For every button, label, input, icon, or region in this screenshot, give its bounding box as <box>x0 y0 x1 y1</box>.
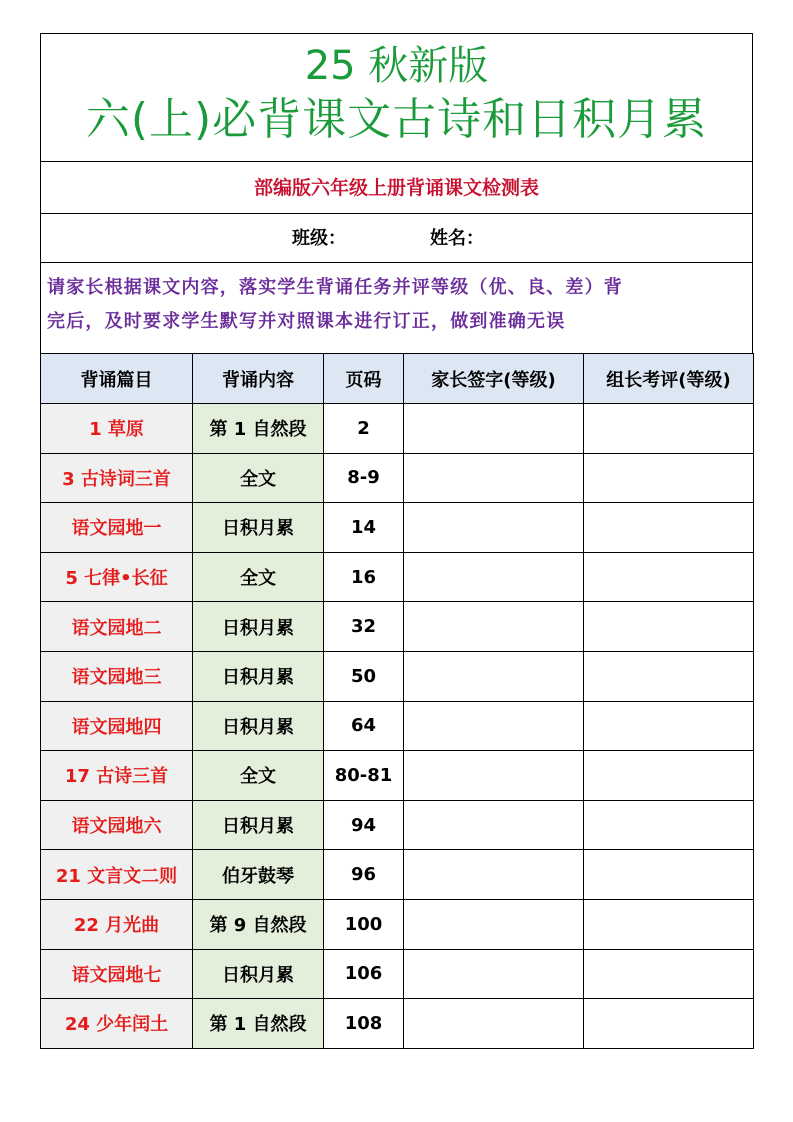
class-name-row <box>40 213 753 262</box>
cell-content: 全文 <box>193 453 324 503</box>
cell-page: 100 <box>324 899 404 949</box>
cell-content: 第 1 自然段 <box>193 404 324 454</box>
cell-parent-sign[interactable] <box>404 999 584 1049</box>
cell-content: 伯牙鼓琴 <box>193 850 324 900</box>
table-row <box>41 701 754 751</box>
cell-content: 第 1 自然段 <box>193 999 324 1049</box>
cell-leader-eval[interactable] <box>584 949 754 999</box>
table-row <box>41 404 754 454</box>
table-row <box>41 651 754 701</box>
cell-leader-eval[interactable] <box>584 503 754 553</box>
cell-page: 96 <box>324 850 404 900</box>
title-line-2: 六(上)必背课文古诗和日积月累 <box>85 94 708 145</box>
title-block <box>40 33 753 161</box>
cell-leader-eval[interactable] <box>584 899 754 949</box>
cell-page: 8-9 <box>324 453 404 503</box>
name-label: 姓名： <box>430 228 484 249</box>
cell-item: 语文园地七 <box>41 949 193 999</box>
cell-content: 全文 <box>193 552 324 602</box>
table-row <box>41 800 754 850</box>
cell-item: 语文园地三 <box>41 651 193 701</box>
cell-item: 语文园地一 <box>41 503 193 553</box>
cell-item: 5 七律•长征 <box>41 552 193 602</box>
cell-page: 64 <box>324 701 404 751</box>
table-row <box>41 899 754 949</box>
cell-item: 1 草原 <box>41 404 193 454</box>
header-parent-sign: 家长签字(等级) <box>404 354 584 404</box>
cell-item: 17 古诗三首 <box>41 751 193 801</box>
cell-page: 32 <box>324 602 404 652</box>
table-row <box>41 999 754 1049</box>
cell-parent-sign[interactable] <box>404 949 584 999</box>
title-line-1: 25 秋新版 <box>304 43 489 89</box>
table-header-row <box>41 354 754 404</box>
table-body <box>41 404 754 1049</box>
cell-page: 14 <box>324 503 404 553</box>
cell-parent-sign[interactable] <box>404 850 584 900</box>
table-row <box>41 503 754 553</box>
table-row <box>41 949 754 999</box>
cell-parent-sign[interactable] <box>404 751 584 801</box>
cell-content: 日积月累 <box>193 800 324 850</box>
cell-content: 日积月累 <box>193 701 324 751</box>
header-page: 页码 <box>324 354 404 404</box>
cell-leader-eval[interactable] <box>584 850 754 900</box>
header-content: 背诵内容 <box>193 354 324 404</box>
worksheet <box>40 33 753 1049</box>
cell-parent-sign[interactable] <box>404 453 584 503</box>
table-row <box>41 850 754 900</box>
cell-parent-sign[interactable] <box>404 701 584 751</box>
cell-content: 日积月累 <box>193 949 324 999</box>
cell-leader-eval[interactable] <box>584 453 754 503</box>
instructions <box>40 262 753 353</box>
instructions-line-2: 完后，及时要求学生默写并对照课本进行订正，做到准确无误 <box>47 311 566 332</box>
cell-leader-eval[interactable] <box>584 651 754 701</box>
cell-parent-sign[interactable] <box>404 800 584 850</box>
cell-leader-eval[interactable] <box>584 602 754 652</box>
cell-item: 语文园地二 <box>41 602 193 652</box>
cell-item: 语文园地六 <box>41 800 193 850</box>
cell-parent-sign[interactable] <box>404 602 584 652</box>
table-row <box>41 453 754 503</box>
cell-page: 94 <box>324 800 404 850</box>
cell-leader-eval[interactable] <box>584 404 754 454</box>
cell-leader-eval[interactable] <box>584 999 754 1049</box>
cell-content: 日积月累 <box>193 651 324 701</box>
cell-parent-sign[interactable] <box>404 404 584 454</box>
table-row <box>41 602 754 652</box>
table-row <box>41 751 754 801</box>
cell-page: 50 <box>324 651 404 701</box>
cell-parent-sign[interactable] <box>404 651 584 701</box>
recitation-table <box>40 353 754 1049</box>
cell-content: 全文 <box>193 751 324 801</box>
cell-page: 108 <box>324 999 404 1049</box>
class-label: 班级： <box>292 228 346 249</box>
cell-page: 2 <box>324 404 404 454</box>
table-row <box>41 552 754 602</box>
cell-leader-eval[interactable] <box>584 701 754 751</box>
cell-page: 16 <box>324 552 404 602</box>
cell-content: 日积月累 <box>193 503 324 553</box>
cell-item: 22 月光曲 <box>41 899 193 949</box>
header-leader-eval: 组长考评(等级) <box>584 354 754 404</box>
cell-leader-eval[interactable] <box>584 800 754 850</box>
cell-page: 106 <box>324 949 404 999</box>
cell-item: 21 文言文二则 <box>41 850 193 900</box>
cell-parent-sign[interactable] <box>404 899 584 949</box>
subtitle: 部编版六年级上册背诵课文检测表 <box>40 161 753 213</box>
cell-content: 第 9 自然段 <box>193 899 324 949</box>
cell-parent-sign[interactable] <box>404 503 584 553</box>
instructions-line-1: 请家长根据课文内容，落实学生背诵任务并评等级（优、良、差）背 <box>47 277 623 298</box>
header-item: 背诵篇目 <box>41 354 193 404</box>
cell-leader-eval[interactable] <box>584 751 754 801</box>
cell-leader-eval[interactable] <box>584 552 754 602</box>
cell-parent-sign[interactable] <box>404 552 584 602</box>
cell-item: 24 少年闰土 <box>41 999 193 1049</box>
cell-item: 3 古诗词三首 <box>41 453 193 503</box>
cell-page: 80-81 <box>324 751 404 801</box>
cell-item: 语文园地四 <box>41 701 193 751</box>
cell-content: 日积月累 <box>193 602 324 652</box>
